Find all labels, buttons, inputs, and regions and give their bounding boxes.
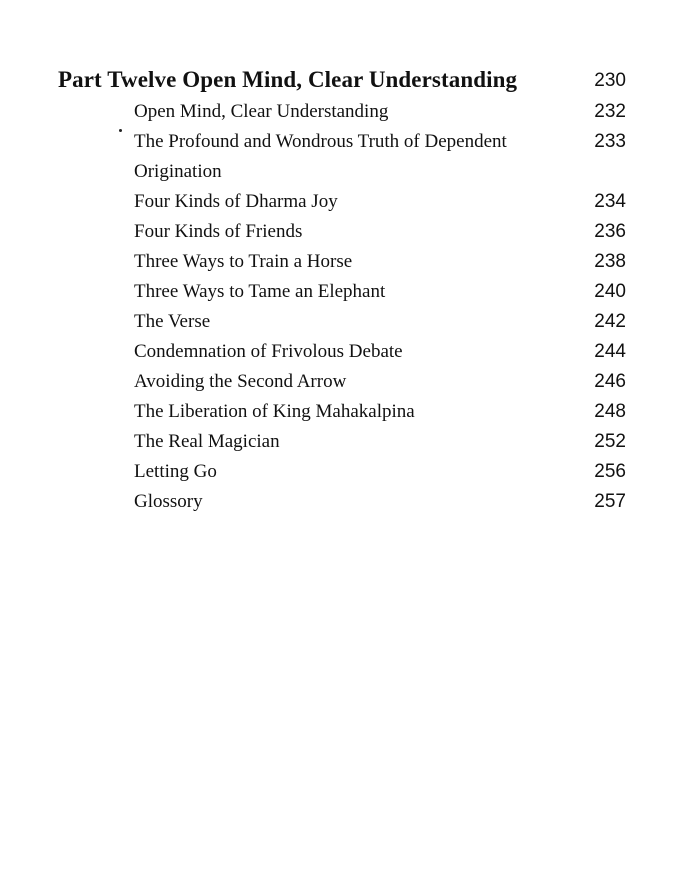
part-page-number: 230 [594,70,626,91]
toc-entry [134,457,626,487]
toc-entry-page: 242 [594,311,626,332]
toc-entry [134,247,626,277]
toc-entry-title: Avoiding the Second Arrow [134,371,347,392]
toc-entry [134,487,626,517]
toc-entry-page: 232 [594,101,626,122]
part-heading: Part Twelve Open Mind, Clear Understanding [58,67,518,92]
stray-mark [119,129,122,132]
toc-entry-page: 236 [594,221,626,242]
toc-entry-page: 234 [594,191,626,212]
toc-entry [134,367,626,397]
toc-entry-title: The Verse [134,311,211,332]
toc-entry-title: The Real Magician [134,431,280,452]
toc-entry-title: Condemnation of Frivolous Debate [134,341,403,362]
toc-entry-title: The Liberation of King Mahakalpina [134,401,415,422]
toc-entry [134,277,626,307]
toc-entry-page: 256 [594,461,626,482]
toc-entry-page: 240 [594,281,626,302]
toc-entry [134,127,626,187]
toc-entry-title: Four Kinds of Dharma Joy [134,191,338,212]
toc-entry [134,307,626,337]
toc-entry [134,427,626,457]
toc-entry-page: 244 [594,341,626,362]
toc-entry-page: 233 [594,131,626,152]
toc-entry [134,217,626,247]
toc-entry [134,97,626,127]
toc-entry-page: 248 [594,401,626,422]
toc-entry [134,187,626,217]
toc-entry-title: Letting Go [134,461,217,482]
toc-entry-title: Four Kinds of Friends [134,221,303,242]
toc-entry [134,397,626,427]
toc-entry-page: 252 [594,431,626,452]
toc-entry-page: 246 [594,371,626,392]
toc-entry-title: Open Mind, Clear Understanding [134,101,389,122]
toc-entry-page: 238 [594,251,626,272]
toc-entry [134,337,626,367]
toc-entry-title: Glossory [134,491,203,512]
toc-entry-title: Three Ways to Train a Horse [134,251,353,272]
toc-entry-page: 257 [594,491,626,512]
toc-entry-title: The Profound and Wondrous Truth of Dependent Origination [134,131,507,182]
toc-entry-list [134,97,626,517]
toc-entry-title: Three Ways to Tame an Elephant [134,281,386,302]
